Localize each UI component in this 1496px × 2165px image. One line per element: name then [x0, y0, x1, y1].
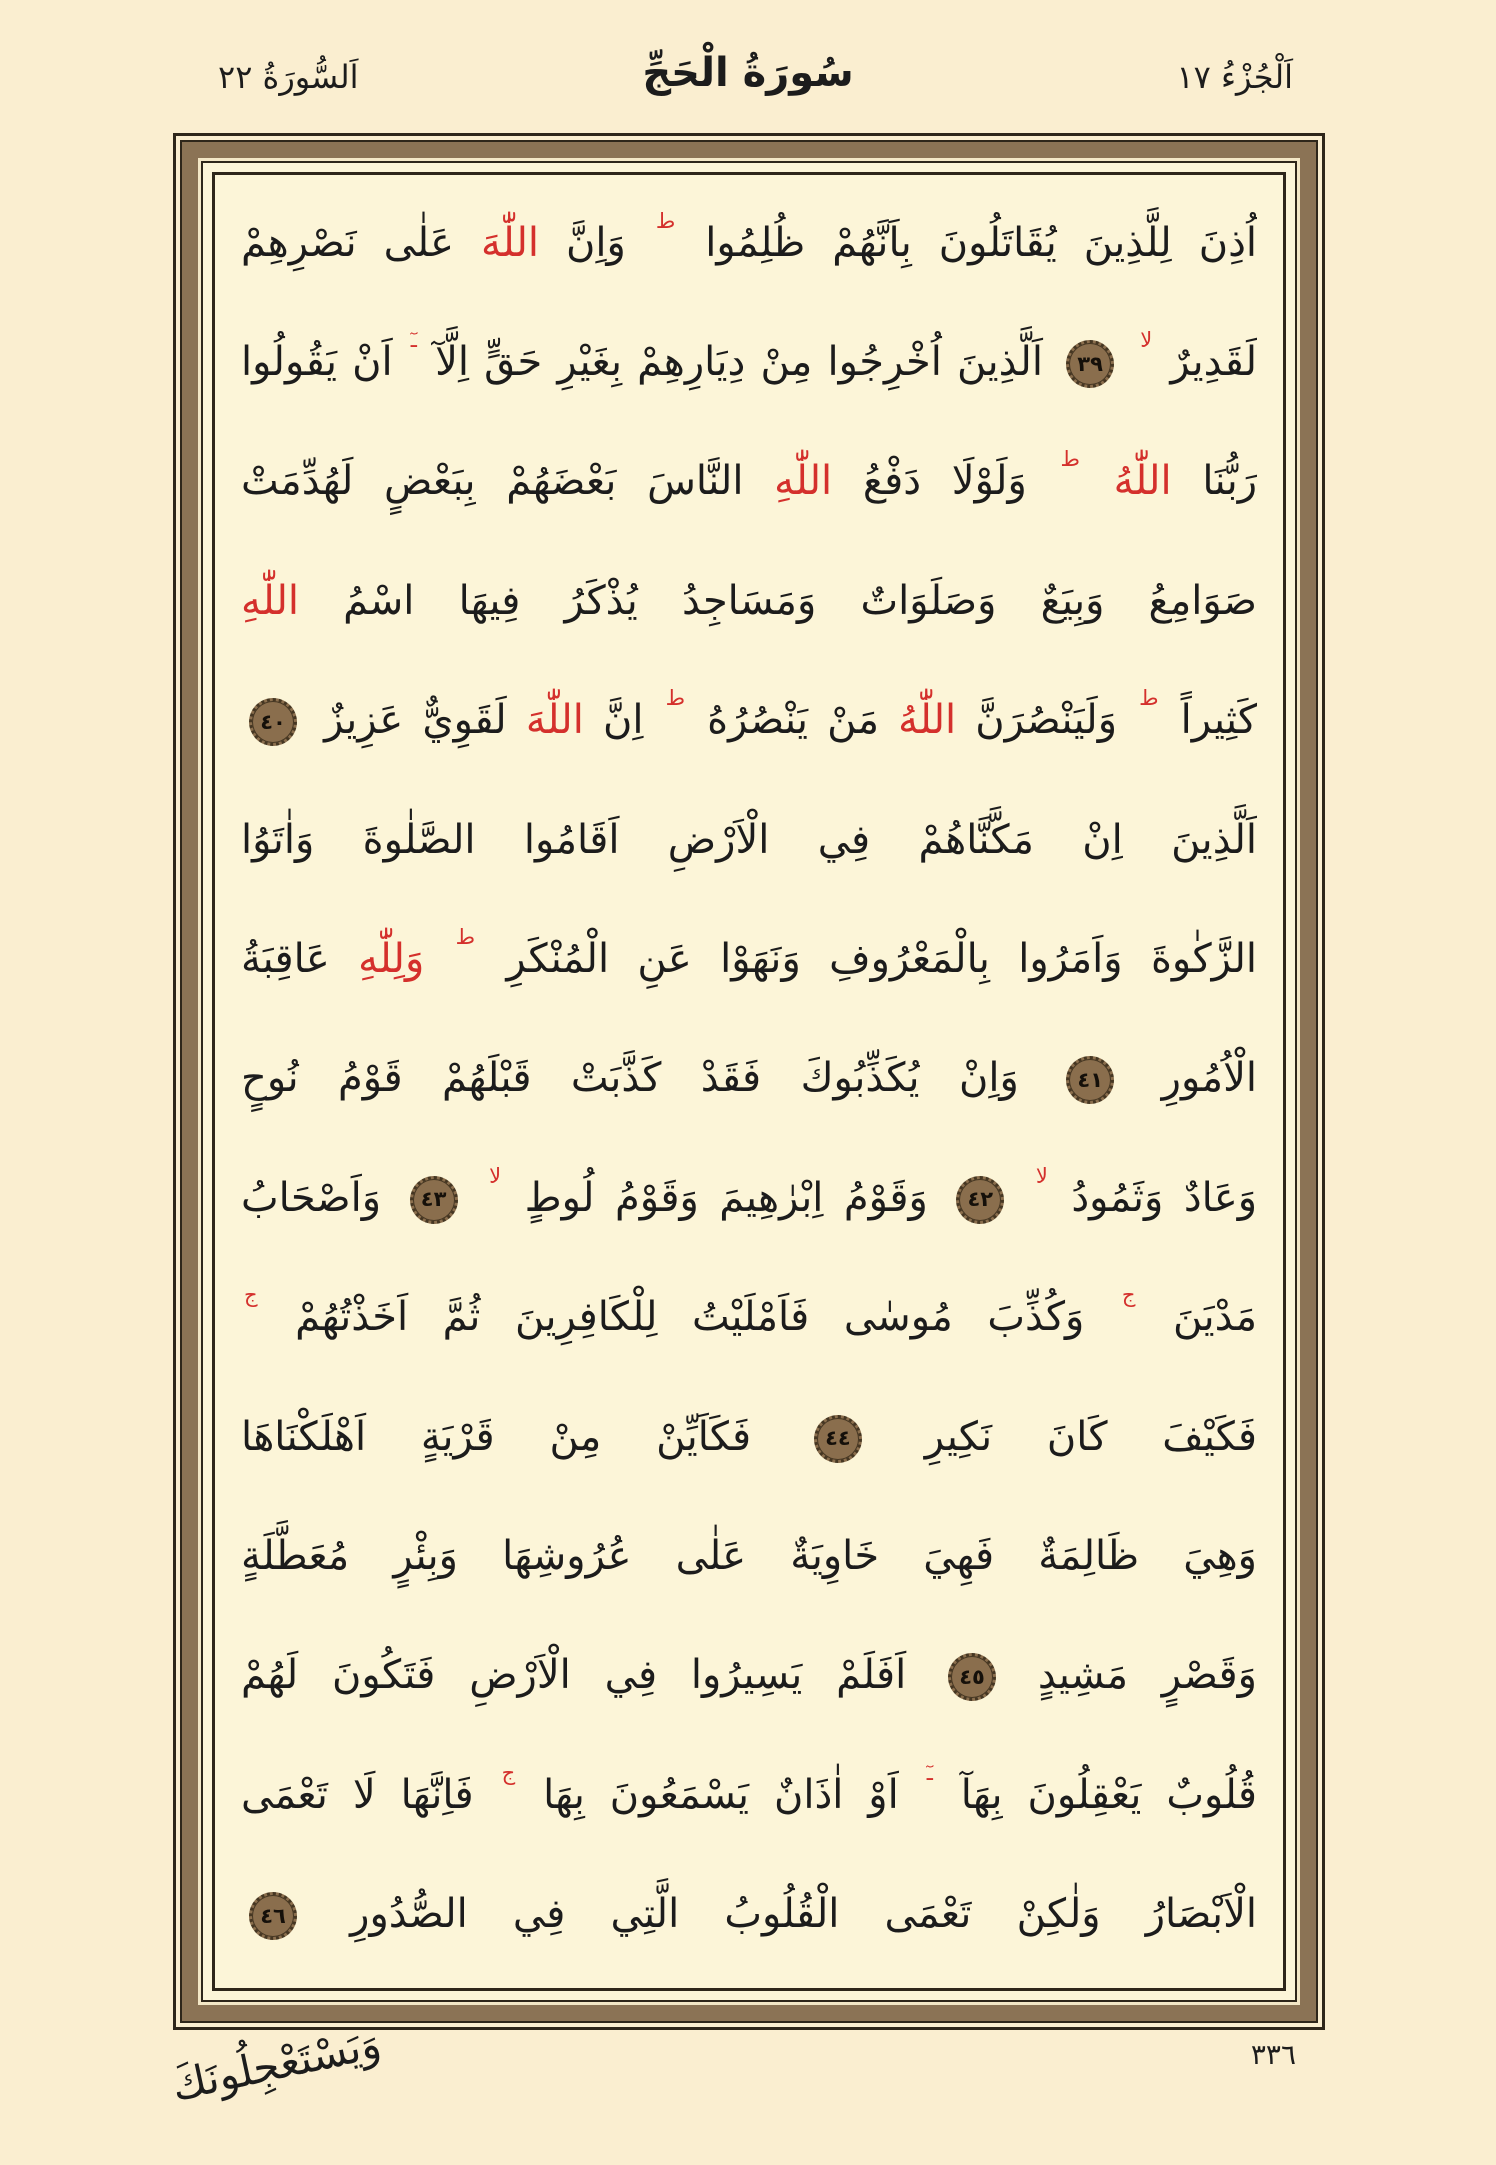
text-segment: وَاِنَّ [566, 219, 626, 266]
waqf-mark: ج [244, 1283, 258, 1308]
waqf-mark: ط [1060, 447, 1080, 472]
allah-word: وَلِلّٰهِ [358, 936, 425, 983]
text-segment: وَكُذِّبَ مُوسٰى فَاَمْلَيْتُ لِلْكَافِرِينَ ثُمَّ اَخَذْتُهُمْ [295, 1294, 1085, 1341]
text-segment: اَلَّذِينَ اِنْ مَكَّنَّاهُمْ فِي الْاَرْضِ اَقَامُوا الصَّلٰوةَ وَاٰتَوُا [241, 816, 1257, 863]
allah-word: اللّٰهِ [774, 458, 833, 505]
text-segment: الْاُمُورِ [1161, 1055, 1257, 1102]
verse-marker [249, 698, 297, 746]
verse-marker [948, 1653, 996, 1701]
waqf-mark: ط [1139, 686, 1159, 711]
waqf-mark: ج [1121, 1283, 1136, 1308]
waqf-mark: ط [655, 208, 676, 233]
allah-word: اللّٰهَ [525, 697, 584, 744]
text-segment: مَدْيَنَ [1173, 1294, 1257, 1341]
verse-marker [1066, 340, 1114, 388]
text-segment: فَكَيْفَ كَانَ نَكِيرِ [924, 1413, 1257, 1460]
text-segment: الزَّكٰوةَ وَاَمَرُوا بِالْمَعْرُوفِ وَنَهَوْا عَنِ الْمُنْكَرِ [506, 936, 1257, 983]
verse-number: ٤٠ [260, 709, 286, 734]
quran-line [241, 1139, 1257, 1257]
waqf-mark: لا [1140, 328, 1153, 353]
decorative-frame [173, 133, 1325, 2030]
text-segment: فَاِنَّهَا لَا تَعْمَى [241, 1771, 474, 1818]
text-segment: وَقَصْرٍ مَشِيدٍ [1037, 1652, 1257, 1699]
verse-marker [814, 1415, 862, 1463]
text-segment: النَّاسَ بَعْضَهُمْ بِبَعْضٍ لَهُدِّمَتْ [241, 458, 744, 505]
verse-marker [249, 1892, 297, 1940]
quran-line [241, 542, 1257, 660]
text-segment: وَهِيَ ظَالِمَةٌ فَهِيَ خَاوِيَةٌ عَلٰى عُرُوشِهَا وَبِئْرٍ مُعَطَّلَةٍ [241, 1532, 1257, 1579]
quran-line [241, 1258, 1257, 1376]
quran-line [241, 781, 1257, 899]
allah-word: اللّٰهِ [241, 577, 299, 624]
text-segment: مَنْ يَنْصُرُهُ [707, 697, 880, 744]
text-segment: وَاَصْحَابُ [241, 1174, 382, 1221]
text-segment: اَوْ اٰذَانٌ يَسْمَعُونَ بِهَا [543, 1771, 899, 1818]
text-segment: اِنَّ [602, 697, 644, 744]
waqf-mark: ـٓ [926, 1760, 933, 1785]
text-segment: وَلَيَنْصُرَنَّ [975, 697, 1118, 744]
text-segment: اَنْ يَقُولُوا [241, 339, 393, 386]
quran-line [241, 1616, 1257, 1734]
juz-label: اَلْجُزْءُ ١٧ [1176, 58, 1293, 96]
quran-line [241, 422, 1257, 540]
quran-line [241, 1497, 1257, 1615]
text-segment: كَثِيراً [1180, 697, 1257, 744]
verse-number: ٤٥ [959, 1664, 985, 1689]
verse-marker [1066, 1056, 1114, 1104]
text-segment: عَلٰى نَصْرِهِمْ [241, 219, 455, 266]
quran-line [241, 1019, 1257, 1137]
waqf-mark: ج [501, 1760, 516, 1785]
waqf-mark: ط [665, 686, 685, 711]
catchword: وَيَسْتَعْجِلُونَكَ [167, 2018, 385, 2111]
text-segment: الْاَبْصَارُ وَلٰكِنْ تَعْمَى الْقُلُوبُ الَّتِي فِي الصُّدُورِ [350, 1891, 1257, 1938]
frame-layer [203, 163, 1295, 2000]
frame-layer [198, 158, 1300, 2005]
frame-brown-band [182, 142, 1316, 2021]
verse-number: ٣٩ [1077, 351, 1103, 376]
frame-layer [180, 140, 1318, 2023]
text-segment: اُذِنَ لِلَّذِينَ يُقَاتَلُونَ بِاَنَّهُمْ ظُلِمُوا [705, 219, 1257, 266]
text-segment: وَقَوْمُ اِبْرٰهِيمَ وَقَوْمُ لُوطٍ [524, 1174, 928, 1221]
quran-text-area [215, 175, 1283, 1988]
verse-number: ٤٦ [260, 1903, 286, 1928]
text-segment: صَوَامِعُ وَبِيَعٌ وَصَلَوَاتٌ وَمَسَاجِدُ يُذْكَرُ فِيهَا اسْمُ [343, 577, 1257, 624]
text-segment: رَبُّنَا [1202, 458, 1257, 505]
frame-layer [201, 161, 1297, 2002]
allah-word: اللّٰهُ [1113, 458, 1172, 505]
text-segment: اَفَلَمْ يَسِيرُوا فِي الْاَرْضِ فَتَكُونَ لَهُمْ [241, 1652, 907, 1699]
quran-line [241, 184, 1257, 302]
text-segment: لَقَوِيٌّ عَزِيزٌ [324, 697, 507, 744]
surah-number-label: اَلسُّورَةُ ٢٢ [218, 58, 359, 96]
waqf-mark: ط [455, 925, 476, 950]
quran-line [241, 900, 1257, 1018]
page-number: ٣٣٦ [1250, 2038, 1296, 2071]
allah-word: اللّٰهَ [481, 219, 540, 266]
text-segment: اَلَّذِينَ اُخْرِجُوا مِنْ دِيَارِهِمْ بِغَيْرِ حَقٍّ اِلَّآ [435, 339, 1043, 386]
quran-line [241, 1378, 1257, 1496]
text-segment: وَلَوْلَا دَفْعُ [862, 458, 1027, 505]
verse-number: ٤٣ [420, 1187, 447, 1212]
waqf-mark: ـٓ [410, 328, 417, 353]
waqf-mark: لا [489, 1163, 502, 1188]
frame-layer [176, 136, 1322, 2027]
verse-number: ٤٢ [967, 1187, 994, 1212]
verse-number: ٤٤ [825, 1426, 851, 1451]
text-segment: وَعَادٌ وَثَمُودُ [1071, 1174, 1257, 1221]
quran-line [241, 661, 1257, 779]
text-segment: عَاقِبَةُ [241, 936, 330, 983]
surah-title: سُورَةُ الْحَجِّ [642, 50, 854, 96]
allah-word: اللّٰهُ [898, 697, 957, 744]
frame-inner [212, 172, 1286, 1991]
verse-marker [956, 1176, 1004, 1224]
quran-line [241, 1736, 1257, 1854]
quran-line [241, 1855, 1257, 1973]
text-segment: وَاِنْ يُكَذِّبُوكَ فَقَدْ كَذَّبَتْ قَبْلَهُمْ قَوْمُ نُوحٍ [241, 1055, 1019, 1102]
verse-number: ٤١ [1077, 1067, 1104, 1092]
verse-marker [410, 1176, 458, 1224]
text-segment: لَقَدِيرٌ [1170, 339, 1257, 386]
quran-line [241, 303, 1257, 421]
text-segment: قُلُوبٌ يَعْقِلُونَ بِهَآ [960, 1771, 1257, 1818]
text-segment: فَكَاَيِّنْ مِنْ قَرْيَةٍ اَهْلَكْنَاهَا [241, 1413, 752, 1460]
waqf-mark: لا [1035, 1163, 1048, 1188]
